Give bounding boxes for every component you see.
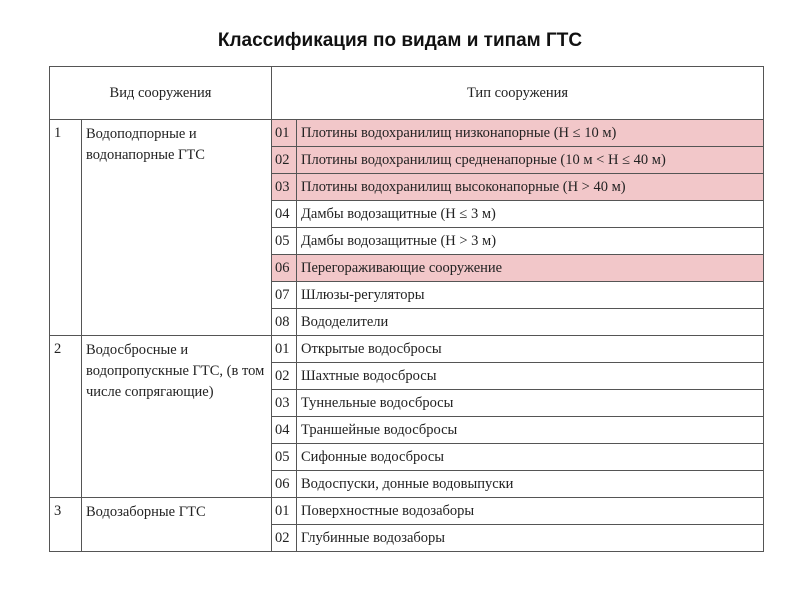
type-code: 03 bbox=[272, 390, 297, 417]
type-code: 08 bbox=[272, 309, 297, 336]
type-code: 05 bbox=[272, 444, 297, 471]
type-code: 01 bbox=[272, 120, 297, 147]
type-code: 02 bbox=[272, 147, 297, 174]
type-name: Траншейные водосбросы bbox=[297, 417, 764, 444]
type-code: 01 bbox=[272, 336, 297, 363]
type-name: Дамбы водозащитные (Н > 3 м) bbox=[297, 228, 764, 255]
type-name: Дамбы водозащитные (Н ≤ 3 м) bbox=[297, 201, 764, 228]
table-row bbox=[50, 336, 764, 363]
type-name: Плотины водохранилищ высоконапорные (Н > 40 м) bbox=[297, 174, 764, 201]
group-number: 2 bbox=[50, 336, 82, 498]
type-name: Поверхностные водозаборы bbox=[297, 498, 764, 525]
type-code: 01 bbox=[272, 498, 297, 525]
type-name: Плотины водохранилищ низконапорные (Н ≤ 10 м) bbox=[297, 120, 764, 147]
type-name: Шлюзы-регуляторы bbox=[297, 282, 764, 309]
type-code: 06 bbox=[272, 471, 297, 498]
table-header-row bbox=[50, 67, 764, 120]
type-name: Шахтные водосбросы bbox=[297, 363, 764, 390]
type-code: 02 bbox=[272, 525, 297, 552]
table-body bbox=[50, 120, 764, 552]
type-code: 02 bbox=[272, 363, 297, 390]
group-number: 1 bbox=[50, 120, 82, 336]
table-row bbox=[50, 498, 764, 525]
group-kind: Водосбросные и водопропускные ГТС, (в том числе сопрягающие) bbox=[82, 336, 272, 498]
type-code: 05 bbox=[272, 228, 297, 255]
type-name: Водоспуски, донные водовыпуски bbox=[297, 471, 764, 498]
type-name: Перегораживающие сооружение bbox=[297, 255, 764, 282]
type-name: Туннельные водосбросы bbox=[297, 390, 764, 417]
type-name: Глубинные водозаборы bbox=[297, 525, 764, 552]
group-number: 3 bbox=[50, 498, 82, 552]
group-kind: Водозаборные ГТС bbox=[82, 498, 272, 552]
header-type: Тип сооружения bbox=[272, 67, 764, 120]
group-kind: Водоподпорные и водонапорные ГТС bbox=[82, 120, 272, 336]
type-name: Вододелители bbox=[297, 309, 764, 336]
type-code: 06 bbox=[272, 255, 297, 282]
type-code: 04 bbox=[272, 417, 297, 444]
classification-table bbox=[49, 66, 764, 552]
type-name: Открытые водосбросы bbox=[297, 336, 764, 363]
type-code: 04 bbox=[272, 201, 297, 228]
type-code: 07 bbox=[272, 282, 297, 309]
table-row bbox=[50, 120, 764, 147]
type-name: Плотины водохранилищ средненапорные (10 м < Н ≤ 40 м) bbox=[297, 147, 764, 174]
type-name: Сифонные водосбросы bbox=[297, 444, 764, 471]
type-code: 03 bbox=[272, 174, 297, 201]
page-title: Классификация по видам и типам ГТС bbox=[217, 30, 583, 51]
header-kind: Вид сооружения bbox=[50, 67, 272, 120]
